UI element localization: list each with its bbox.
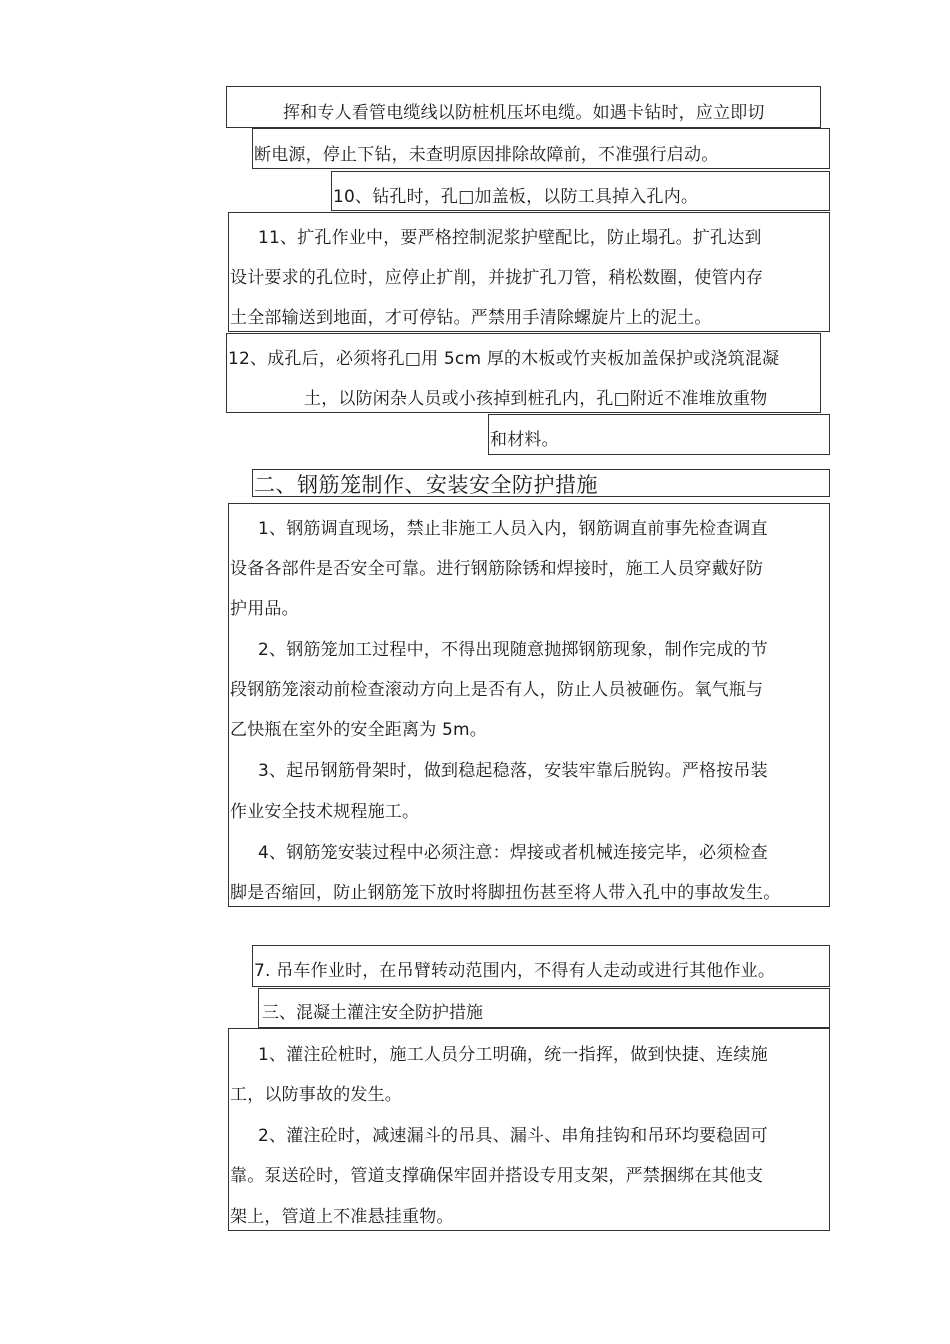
text-line: 2、钢筋笼加工过程中，不得出现随意抛掷钢筋现象，制作完成的节 [258,640,768,660]
section-heading: 三、混凝土灌注安全防护措施 [262,1003,483,1023]
text-line: 11、扩孔作业中，要严格控制泥浆护壁配比，防止塌孔。扩孔达到 [258,228,762,248]
text-line: 4、钢筋笼安装过程中必须注意：焊接或者机械连接完毕，必须检查 [258,843,768,863]
section-heading: 二、钢筋笼制作、安装安全防护措施 [254,473,598,497]
text-line: 12、成孔后，必须将孔□用 5cm 厚的木板或竹夹板加盖保护或浇筑混凝 [228,349,780,369]
text-line: 架上，管道上不准悬挂重物。 [230,1207,454,1227]
text-line: 和材料。 [490,430,559,450]
text-line: 3、起吊钢筋骨架时，做到稳起稳落，安装牢靠后脱钩。严格按吊装 [258,761,768,781]
text-line: 1、钢筋调直现场，禁止非施工人员入内，钢筋调直前事先检查调直 [258,519,768,539]
text-line: 土，以防闲杂人员或小孩掉到桩孔内，孔□附近不准堆放重物 [304,389,768,409]
text-line: 断电源，停止下钻，未查明原因排除故障前，不准强行启动。 [254,145,719,165]
text-line: 脚是否缩回，防止钢筋笼下放时将脚扭伤甚至将人带入孔中的事故发生。 [230,883,781,903]
text-line: 工，以防事故的发生。 [230,1085,402,1105]
text-line: 设计要求的孔位时，应停止扩削，并拢扩孔刀管，稍松数圈，使管内存 [230,268,764,288]
text-line: 作业安全技术规程施工。 [230,802,420,822]
text-line: 2、灌注砼时，减速漏斗的吊具、漏斗、串角挂钩和吊环均要稳固可 [258,1126,768,1146]
text-line: 7. 吊车作业时，在吊臂转动范围内，不得有人走动或进行其他作业。 [254,961,776,981]
text-line: 靠。泵送砼时，管道支撑确保牢固并搭设专用支架，严禁捆绑在其他支 [230,1166,764,1186]
text-line: 设备各部件是否安全可靠。进行钢筋除锈和焊接时，施工人员穿戴好防 [230,559,764,579]
text-line: 土全部输送到地面，才可停钻。严禁用手清除螺旋片上的泥土。 [230,308,712,328]
text-line: 10、钻孔时，孔□加盖板，以防工具掉入孔内。 [333,187,699,207]
text-line: 乙快瓶在室外的安全距离为 5m。 [230,720,487,740]
text-line: 护用品。 [230,599,299,619]
text-line: 挥和专人看管电缆线以防桩机压坏电缆。如遇卡钻时，应立即切 [283,103,765,123]
text-line: 1、灌注砼桩时，施工人员分工明确，统一指挥，做到快捷、连续施 [258,1045,768,1065]
text-line: 段钢筋笼滚动前检查滚动方向上是否有人，防止人员被砸伤。氧气瓶与 [230,680,764,700]
